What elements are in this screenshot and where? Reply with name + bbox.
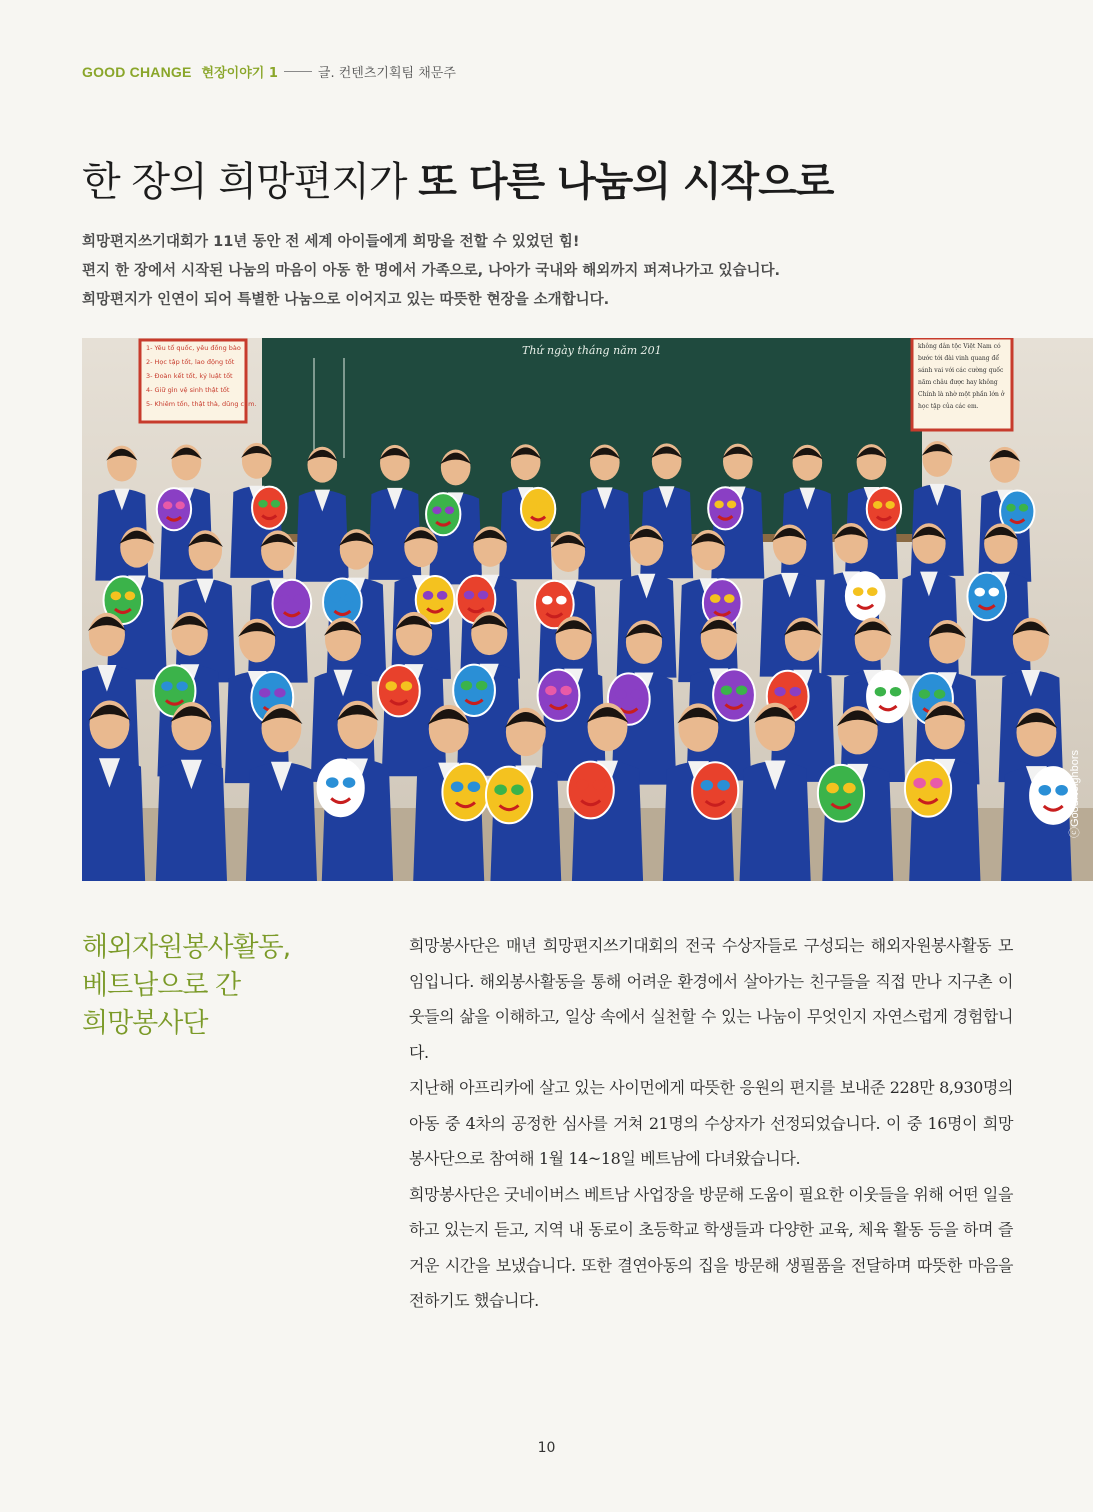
title-light: 한 장의 희망편지가 [82,159,419,205]
poster-line: 4- Giữ gìn vệ sinh thật tốt [146,386,230,394]
mask-eye [560,686,571,696]
section-heading-line: 희망봉사단 [82,1008,208,1039]
mask-eye [451,781,464,792]
mask-eye [423,591,434,600]
poster-line: 3- Đoàn kết tốt, kỷ luật tốt [146,372,233,380]
photo-credit: ⓒGoodNeighbors [1069,749,1081,838]
lede-line: 희망편지가 인연이 되어 특별한 나눔으로 이어지고 있는 따뜻한 현장을 소개합니다. [82,292,610,308]
section-heading [82,929,382,1043]
mask-eye [478,591,489,600]
poster-line: sánh vai với các cường quốc [918,367,1004,374]
mask-eye [176,681,187,691]
mask-eye [330,593,341,602]
mask-eye [1006,504,1015,512]
uniform [82,759,145,881]
running-header [82,62,456,81]
body-paragraph: 희망봉사단은 굿네이버스 베트남 사업장을 방문해 도움이 필요한 이웃들을 위해 어떤 일을 하고 있는지 듣고, 지역 내 동로이 초등학교 학생들과 다양한 교육, 체육 활동 등을 하며 즐거운 시간을 보냈습니다. 또한 결연아동의 집을 방문해 생필품을 전달하며 따뜻한 마음을 전하기도 했습니다. [409,1184,1013,1310]
mask-eye [326,777,339,788]
lede-line: 희망편지쓰기대회가 11년 동안 전 세계 아이들에게 희망을 전할 수 있었던 힘! [82,234,580,250]
painted-mask [713,669,755,720]
mask-eye [468,781,481,792]
painted-mask [538,670,580,721]
painted-mask [426,493,460,535]
painted-mask [442,764,488,821]
painted-mask [378,665,420,716]
mask-eye [464,591,475,600]
mask-eye [593,780,606,791]
mask-eye [989,588,1000,597]
section-heading-line: 베트남으로 간 [82,970,241,1001]
mask-eye [542,596,553,605]
mask-eye [161,681,172,691]
mask-eye [175,501,184,509]
mask-eye [280,595,291,604]
group-photo-illustration [82,338,1093,881]
mask-eye [727,501,736,509]
poster-line: 5- Khiêm tốn, thật thà, dũng cảm. [146,400,257,408]
article-body [409,928,1013,1319]
lede-line: 편지 한 장에서 시작된 나눔의 마음이 아동 한 명에서 가족으로, 나아가 국내와 해외까지 퍼져나가고 있습니다. [82,263,780,279]
poster-line: không dân tộc Việt Nam có [918,343,1001,350]
mask-eye [386,681,397,691]
mask-eye [258,500,267,508]
mask-eye [873,501,882,509]
mask-eye [163,501,172,509]
mask-eye [1019,504,1028,512]
painted-mask [486,767,532,824]
mask-eye [494,784,507,795]
poster-line: học tập của các em. [918,403,979,410]
painted-mask [905,760,951,817]
mask-eye [974,588,985,597]
painted-mask [252,487,286,529]
mask-eye [631,690,642,700]
mask-eye [890,687,901,697]
mask-eye [125,591,136,600]
mask-eye [843,783,856,794]
mask-eye [934,689,945,699]
mask-eye [913,778,926,789]
painted-mask [846,572,885,620]
mask-eye [790,687,801,697]
mask-eye [274,688,285,698]
mask-eye [714,501,723,509]
mask-eye [1039,785,1052,796]
mask-eye [736,685,747,695]
title-bold: 또 다른 나눔의 시작으로 [418,159,834,205]
mask-eye [826,783,839,794]
header-divider [284,71,312,72]
mask-eye [919,689,930,699]
painted-mask [568,762,614,819]
mask-eye [445,506,454,514]
poster-line: bước tới đài vinh quang để [918,355,1000,362]
painted-mask [708,487,742,529]
mask-eye [885,501,894,509]
article-title [82,150,833,207]
mask-eye [437,591,448,600]
mask-eye [710,594,721,603]
painted-mask [453,665,495,716]
mask-eye [401,681,412,691]
mask-eye [527,501,536,509]
mask-eye [540,501,549,509]
mask-eye [875,687,886,697]
painted-mask [157,488,191,530]
left-poster [140,340,246,422]
section-label: 현장이야기 1 [201,66,278,81]
mask-eye [259,688,270,698]
body-paragraph: 지난해 아프리카에 살고 있는 사이먼에게 따뜻한 응원의 편지를 보내준 228만 8,930명의 아동 중 4차의 공정한 심사를 거쳐 21명의 수상자가 선정되었습니다. 이 중 16명이 희망봉사단으로 참여해 1월 14~18일 베트남에 다녀왔습니다. [409,1078,1013,1168]
mask-eye [700,780,713,791]
mask-eye [432,506,441,514]
mask-eye [721,685,732,695]
mask-eye [867,587,878,596]
group-photo [82,338,1093,881]
painted-mask [521,488,555,530]
mask-eye [717,780,730,791]
poster-line: 1- Yêu tổ quốc, yêu đồng bào [146,344,241,352]
mask-eye [511,784,524,795]
brand-label: GOOD CHANGE [82,63,192,80]
poster-line: Chính là nhờ một phần lớn ở [918,391,1005,398]
mask-eye [774,687,785,697]
lede-paragraph [82,228,1002,315]
mask-eye [853,587,864,596]
mask-eye [615,690,626,700]
painted-mask [867,488,901,530]
mask-eye [556,596,567,605]
mask-eye [476,681,487,691]
mask-eye [461,681,472,691]
mask-eye [294,595,305,604]
painted-mask [273,580,312,628]
mask-eye [576,780,589,791]
painted-mask [867,671,909,722]
poster-line: 2- Học tập tốt, lao động tốt [146,358,235,366]
mask-eye [271,500,280,508]
author-credit: 글. 컨텐츠기획팀 채문주 [317,66,456,81]
mask-eye [111,591,122,600]
board-text: Thứ ngày tháng năm 201 [522,344,662,357]
mask-eye [545,686,556,696]
painted-mask [318,759,364,816]
mask-eye [343,777,356,788]
page-number: 10 [537,1440,556,1456]
painted-mask [967,573,1006,621]
poster-line: năm châu được hay không [918,379,998,386]
painted-mask [818,765,864,822]
mask-eye [1055,785,1068,796]
section-heading-line: 해외자원봉사활동, [82,932,291,963]
body-paragraph: 희망봉사단은 매년 희망편지쓰기대회의 전국 수상자들로 구성되는 해외자원봉사활동 모임입니다. 해외봉사활동을 통해 어려운 환경에서 살아가는 친구들을 직접 만나 지구촌 이웃들의 삶을 이해하고, 일상 속에서 실천할 수 있는 나눔이 무엇인지 자연스럽게 경험합니다. [409,936,1013,1062]
painted-mask [692,762,738,819]
mask-eye [344,593,355,602]
mask-eye [724,594,735,603]
mask-eye [930,778,943,789]
